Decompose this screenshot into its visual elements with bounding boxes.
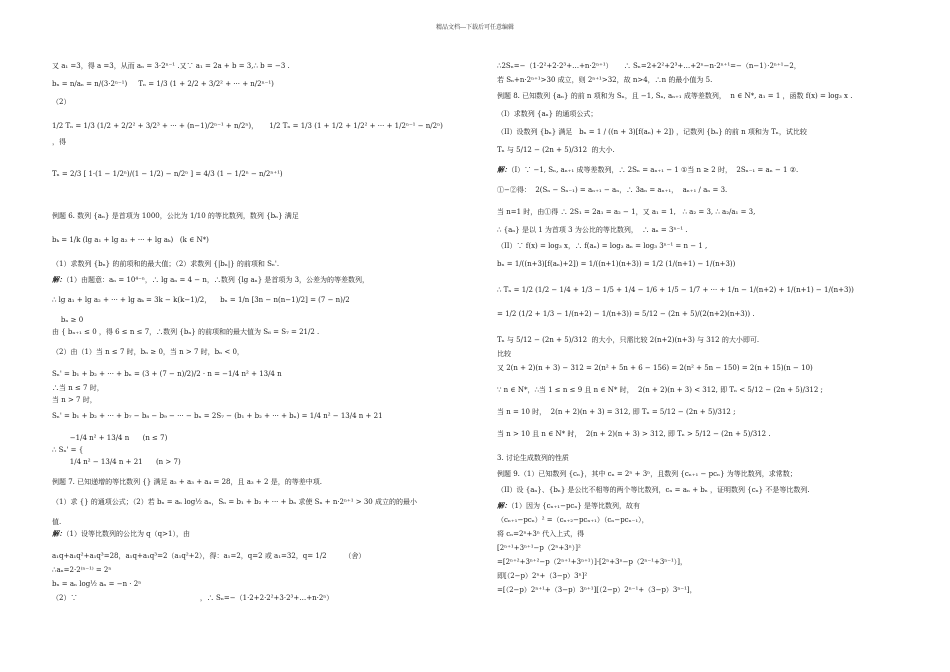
formula-line: [2ⁿ⁺¹+3ⁿ⁺¹−p（2ⁿ+3ⁿ）]² bbox=[497, 544, 581, 552]
formula-line: ∴ Tₙ = 1/2 (1/2 − 1/4 + 1/3 − 1/5 + 1/4 − 1/6 + 1/5 − 1/7 + ··· + 1/n − 1/(n+2) + 1/(n+1) − 1/(n+3)) bbox=[497, 286, 854, 294]
page-header: 精品文档---下载后可任意编辑 bbox=[435, 24, 515, 31]
text-line: 值. bbox=[52, 518, 62, 526]
formula-line: 又 2(n + 2)(n + 3) − 312 = 2(n² + 5n + 6 − 156) = 2(n² + 5n − 150) = 2(n + 15)(n − 10) bbox=[497, 364, 813, 372]
text-line: 当 n > 7 时， bbox=[52, 396, 97, 404]
formula-line: = 1/2 (1/2 + 1/3 − 1/(n+2) − 1/(n+3)) = 5/12 − (2n + 5)/(2(n+2)(n+3)) . bbox=[497, 310, 755, 318]
formula-line: ∵ n ∈ N*，∴当 1 ≤ n ≤ 9 且 n ∈ N* 时， 2(n + 2)(n + 3) < 312, 即 Tₙ < 5/12 − (2n + 5)/312 ; bbox=[497, 386, 823, 394]
formula-line: ∴ lg a₁ + lg a₂ + ··· + lg aₖ = 3k − k(k−1)/2， bₙ = 1/n [3n − n(n−1)/2] = (7 − n)/2 bbox=[52, 296, 350, 304]
formula-line: ∴ Sₙ' = { bbox=[52, 446, 84, 454]
text-line: ∴ {aₙ} 是以 1 为首项 3 为公比的等比数列， ∴ aₙ = 3ⁿ⁻¹ . bbox=[497, 226, 688, 234]
formula-line: 当 n = 10 时， 2(n + 2)(n + 3) = 312, 即 Tₙ = 5/12 − (2n + 5)/312 ; bbox=[497, 408, 736, 416]
formula-line: （2）∵ ，∴ Sₙ=−（1·2+2·2²+3·2³+…+n·2ⁿ） bbox=[52, 594, 334, 602]
text-line: （1）求 {} 的通项公式；（2）若 bₙ = aₙ log½ aₙ，Sₙ = b₁ + b₂ + ··· + bₙ 求使 Sₙ + n·2ⁿ⁺¹ > 30 成立的的最小 bbox=[52, 498, 417, 506]
formula-line: bₙ = n/aₙ = n/(3·2ⁿ⁻¹) Tₙ = 1/3 (1 + 2/2 + 3/2² + ··· + n/2ⁿ⁻¹) bbox=[52, 80, 274, 88]
formula-line: =[2ⁿ⁺²+3ⁿ⁺²−p（2ⁿ⁺¹+3ⁿ⁺¹）]·[2ⁿ+3ⁿ−p（2ⁿ⁻¹+3ⁿ⁻¹）]， bbox=[497, 558, 688, 566]
formula-line: bₙ = aₙ log½ aₙ = −n · 2ⁿ bbox=[52, 580, 142, 588]
solution-label: 解： bbox=[497, 501, 511, 510]
formula-line: a₁q+a₁q²+a₁q³=28，a₁q+a₁q³=2（a₁q²+2），得：a₁=2，q=2 或 a₁=32，q= 1/2 （舍） bbox=[52, 552, 366, 560]
text-line: 又 a₁ =3，得 a =3，从而 aₙ = 3·2ⁿ⁻¹ .又∵ a₁ = 2a + b = 3,∴ b = −3 . bbox=[52, 62, 290, 70]
solution-label: 解： bbox=[52, 275, 66, 284]
formula-line: bₙ = 1/((n+3)[f(aₙ)+2]) = 1/((n+1)(n+3)) = 1/2 (1/(n+1) − 1/(n+3)) bbox=[497, 260, 736, 268]
text-line: Tₙ 与 5/12 − (2n + 5)/312 的大小，只需比较 2(n+2)(n+3) 与 312 的大小即可. bbox=[497, 336, 760, 344]
formula-line: 当 n=1 时，由①得 ∴ 2S₁ = 2a₁ = a₂ − 1，又 a₁ = 1, ∴ a₂ = 3, ∴ a₂/a₁ = 3, bbox=[497, 208, 756, 216]
formula-line: bₖ = 1/k (lg a₁ + lg a₂ + ··· + lg aₖ) (k ∈ N*) bbox=[52, 236, 209, 244]
formula-line: Sₙ' = b₁ + b₂ + ··· + bₙ = (3 + (7 − n)/2)/2 · n = −1/4 n² + 13/4 n bbox=[52, 370, 282, 378]
text-line: （I）求数列 {aₙ} 的通项公式； bbox=[497, 110, 598, 118]
text-line: 将 cₙ=2ⁿ+3ⁿ 代入上式，得 bbox=[497, 530, 585, 538]
text-line: （2） bbox=[52, 98, 71, 106]
solution-line: 解：（I）∵ −1, Sₙ, aₙ₊₁ 成等差数列，∴ 2Sₙ = aₙ₊₁ − 1 ①当 n ≥ 2 时， 2Sₙ₋₁ = aₙ − 1 ②. bbox=[497, 165, 799, 174]
text-line: ∴当 n ≤ 7 时， bbox=[52, 384, 104, 392]
formula-line: 1/2 Tₙ = 1/3 (1/2 + 2/2² + 3/2³ + ··· + (n−1)/2ⁿ⁻¹ + n/2ⁿ)， 1/2 Tₙ = 1/3 (1 + 1/2 + 1/2² + ··· + 1/2ⁿ⁻¹ − n/2ⁿ) bbox=[52, 122, 443, 130]
formula-line: −1/4 n² + 13/4 n (n ≤ 7) bbox=[52, 434, 168, 442]
text-line: 比较 bbox=[497, 350, 511, 358]
formula-line: （cₙ₊₁−pcₙ）² =（cₙ₊₂−pcₙ₊₁）（cₙ−pcₙ₋₁）， bbox=[497, 516, 649, 524]
text-line: （1）求数列 {bₙ} 的前项和的最大值；（2）求数列 {|bₙ|} 的前项和 Sₙ'. bbox=[52, 260, 280, 268]
example-heading: 例题 9.（1）已知数列 {cₙ}，其中 cₙ = 2ⁿ + 3ⁿ，且数列 {cₙ₊₁ − pcₙ} 为等比数列，求常数； bbox=[497, 470, 797, 478]
formula-line: =[（2−p）2ⁿ⁺¹+（3−p）3ⁿ⁺¹][（2−p）2ⁿ⁻¹+（3−p）3ⁿ⁻¹]， bbox=[497, 586, 697, 594]
formula-line: Sₙ' = b₁ + b₂ + ··· + b₇ − b₈ − b₉ − ··· − bₙ = 2S₇ − (b₁ + b₂ + ··· + bₙ) = 1/4 n² − 13/4 n + 21 bbox=[52, 412, 383, 420]
text-line: 若 Sₙ+n·2ⁿ⁺¹>30 成立，则 2ⁿ⁺¹>32，故 n>4，∴n 的最小值为 5. bbox=[497, 76, 713, 84]
formula-line: 1/4 n² − 13/4 n + 21 (n > 7) bbox=[52, 458, 181, 466]
solution-label: 解： bbox=[497, 165, 511, 174]
formula-line: ∴2Sₙ=−（1·2²+2·2³+…+n·2ⁿ⁺¹） ∴ Sₙ=2+2²+2³+…+2ⁿ−n·2ⁿ⁺¹=−（n−1）·2ⁿ⁺¹−2， bbox=[497, 62, 801, 70]
formula-line: ∴aₙ=2·2⁽ⁿ⁻¹⁾ = 2ⁿ bbox=[52, 566, 112, 574]
formula-line: 当 n > 10 且 n ∈ N* 时， 2(n + 2)(n + 3) > 312, 即 Tₙ > 5/12 − (2n + 5)/312 . bbox=[497, 430, 771, 438]
solution-line: 解：（1）由题意：aₙ = 10⁴⁻ⁿ，∴ lg aₙ = 4 − n，∴数列 {lg aₙ} 是首项为 3，公差为的等差数列， bbox=[52, 275, 370, 284]
section-heading: 3. 讨论生成数列的性质 bbox=[497, 454, 569, 462]
formula-line: （II）∵ f(x) = log₃ x，∴ f(aₙ) = log₃ aₙ = log₃ 3ⁿ⁻¹ = n − 1 , bbox=[497, 242, 708, 250]
text-line: （II）设数列 {bₙ} 满足 bₙ = 1 / ((n + 3)[f(aₙ) + 2]) ，记数列 {bₙ} 的前 n 项和为 Tₙ，试比较 bbox=[497, 128, 807, 136]
solution-label: 解： bbox=[52, 529, 66, 538]
solution-line: 解：（1）设等比数列的公比为 q（q>1），由 bbox=[52, 529, 190, 538]
text-line: ，得 bbox=[52, 138, 66, 146]
text-line: （2）由（1）当 n ≤ 7 时，bₙ ≥ 0，当 n > 7 时，bₙ < 0， bbox=[52, 348, 244, 356]
formula-line: 即[（2−p）2ⁿ+（3−p）3ⁿ]² bbox=[497, 572, 588, 580]
formula-line: 由 { bₙ₊₁ ≤ 0 ，得 6 ≤ n ≤ 7，∴数列 {bₙ} 的前项和的最大值为 S₆ = S₇ = 21/2 . bbox=[52, 328, 320, 336]
example-heading: 例题 8. 已知数列 {aₙ} 的前 n 项和为 Sₙ，且 −1, Sₙ, aₙ₊₁ 成等差数列， n ∈ N*, a₁ = 1 ，函数 f(x) = log₃ x . bbox=[497, 92, 853, 100]
solution-line: 解：（1）因为 {cₙ₊₁−pcₙ} 是等比数列，故有 bbox=[497, 501, 641, 510]
formula-line: bₙ ≥ 0 bbox=[52, 316, 84, 324]
example-heading: 例题 7. 已知递增的等比数列 {} 满足 a₂ + a₃ + a₄ = 28，且 a₃ + 2 是，的等差中项. bbox=[52, 478, 322, 486]
text-line: Tₙ 与 5/12 − (2n + 5)/312 的大小. bbox=[497, 146, 615, 154]
formula-line: ①−②得： 2(Sₙ − Sₙ₋₁) = aₙ₊₁ − aₙ，∴ 3aₙ = aₙ₊₁， aₙ₊₁ / aₙ = 3. bbox=[497, 186, 728, 194]
text-line: （II）设 {aₙ}、{bₙ} 是公比不相等的两个等比数列，cₙ = aₙ + bₙ ，证明数列 {cₙ} 不是等比数列. bbox=[497, 486, 810, 494]
formula-line: Tₙ = 2/3 [ 1·(1 − 1/2ⁿ)/(1 − 1/2) − n/2ⁿ ] = 4/3 (1 − 1/2ⁿ − n/2ⁿ⁺¹) bbox=[52, 170, 283, 178]
example-heading: 例题 6. 数列 {aₙ} 是首项为 1000，公比为 1/10 的等比数列，数列 {bₙ} 满足 bbox=[52, 212, 299, 220]
